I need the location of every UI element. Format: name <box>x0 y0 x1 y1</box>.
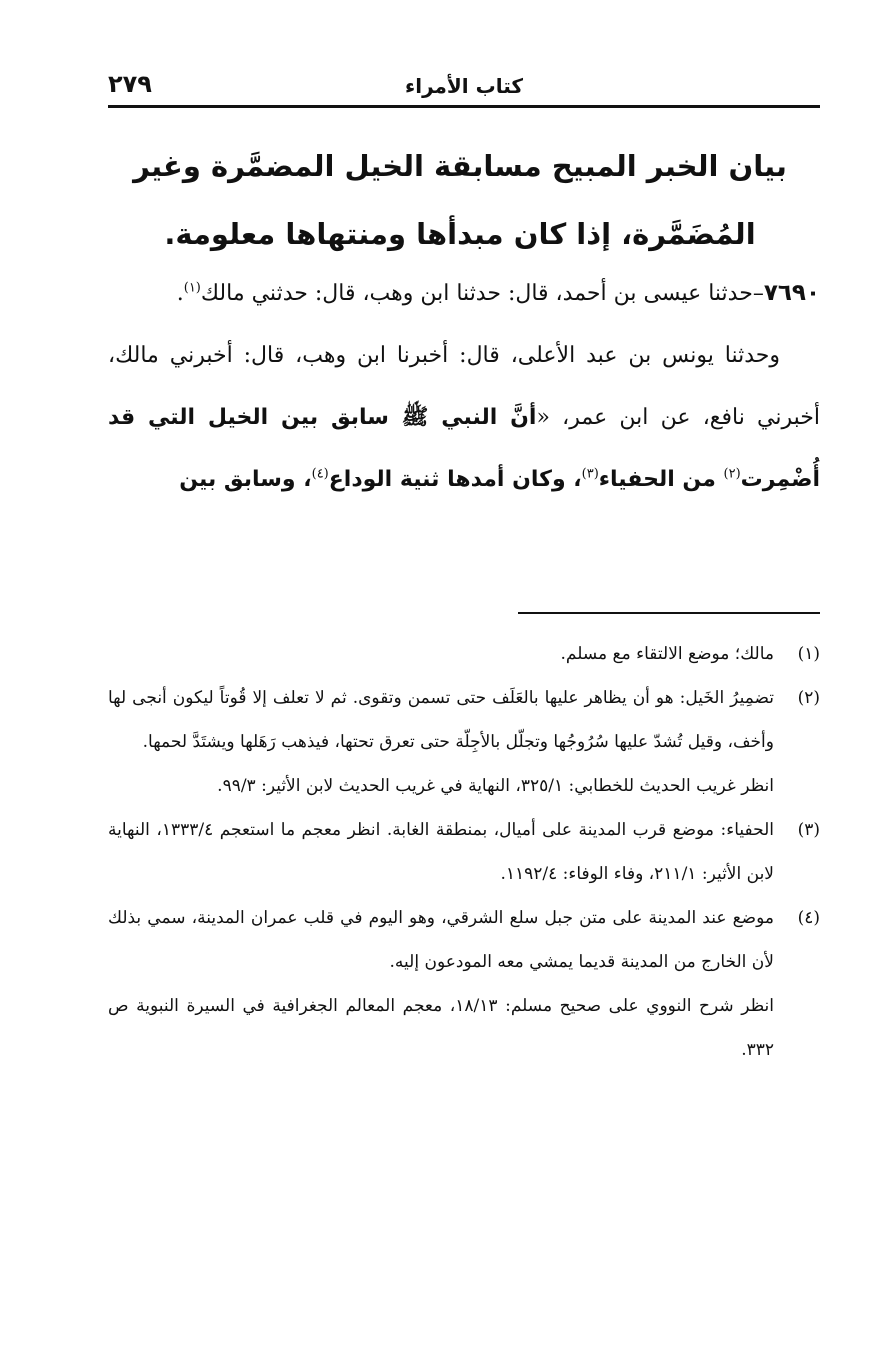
footnote-number: (١) <box>797 644 820 664</box>
footnote-ref-4[interactable]: (٤) <box>311 466 329 482</box>
page-header <box>108 64 820 108</box>
footnote-paragraph: انظر شرح النووي على صحيح مسلم: ١٨/١٣، معجم المعالم الجغرافية في السيرة النبوية ص ٣٣٢. <box>108 996 774 1060</box>
footnote-paragraph: مالك؛ موضع الالتقاء مع مسلم. <box>560 644 774 664</box>
page-number: ٢٧٩ <box>108 70 152 98</box>
footnote-separator <box>518 612 820 614</box>
chain-1-text: –حدثنا عيسى بن أحمد، قال: حدثنا ابن وهب، قال: حدثني مالك <box>200 281 764 306</box>
hadith-chain-1 <box>108 262 820 325</box>
header-rule <box>108 105 820 108</box>
footnote-ref-1[interactable]: (١) <box>183 280 201 296</box>
footnote-paragraph: تضمِيرُ الخَيل: هو أن يظاهر عليها بالعَلَف حتى تسمن وتقوى. ثم لا تعلف إلا قُوتاً ليكون أنجى لها وأخف، وقيل تُشدّ عليها سُرُوجُها وتجلّل بالأجِلّة حتى تعرق تحتها، فيذهب رَهَلها ويشتَدَّ لحمها. <box>108 688 774 752</box>
footnote-4 <box>108 896 820 1072</box>
hadith-quote-4: ، وسابق بين <box>179 467 312 492</box>
hadith-chain-2 <box>108 325 820 511</box>
footnote-ref-3[interactable]: (٣) <box>581 466 599 482</box>
footnote-2 <box>108 676 820 808</box>
hadith-number: ٧٦٩٠ <box>763 280 820 306</box>
hadith-quote-3: ، وكان أمدها ثنية الوداع <box>328 467 582 492</box>
chapter-title: بيان الخبر المبيح مسابقة الخيل المضمَّرة وغير المُضَمَّرة، إذا كان مبدأها ومنتهاها معلومة. <box>133 149 787 251</box>
hadith-quote-1: أنَّ النبي ﷺ سابق بين الخيل التي قد أُضْمِرت <box>108 405 820 492</box>
chain-2-text: وحدثنا يونس بن عبد الأعلى، قال: أخبرنا ابن وهب، قال: أخبرني مالك، أخبرني نافع، عن ابن عمر، « <box>108 343 820 430</box>
footnote-ref-2[interactable]: (٢) <box>723 466 741 482</box>
footnote-paragraph: الحفياء: موضع قرب المدينة على أميال، بمنطقة الغابة. انظر معجم ما استعجم ١٣٣٣/٤، النهاية لابن الأثير: ٢١١/١، وفاء الوفاء: ١١٩٢/٤. <box>108 820 774 884</box>
footnote-number: (٣) <box>797 820 820 840</box>
hadith-quote-2: من الحفياء <box>598 467 724 492</box>
footnote-1 <box>108 632 820 676</box>
hadith-body <box>108 262 820 511</box>
footnote-number: (٤) <box>797 908 820 928</box>
footnote-3 <box>108 808 820 896</box>
footnote-paragraph: انظر غريب الحديث للخطابي: ٣٢٥/١، النهاية في غريب الحديث لابن الأثير: ٩٩/٣. <box>217 776 774 796</box>
footnotes <box>108 632 820 1072</box>
footnote-number: (٢) <box>797 688 820 708</box>
running-title: كتاب الأمراء <box>404 74 524 98</box>
chain-1-end: . <box>176 281 184 306</box>
footnote-paragraph: موضع عند المدينة على متن جبل سلع الشرقي، وهو اليوم في قلب عمران المدينة، سمي بذلك لأن الخارج من المدينة قديما يمشي معه المودعون إليه. <box>108 908 774 972</box>
